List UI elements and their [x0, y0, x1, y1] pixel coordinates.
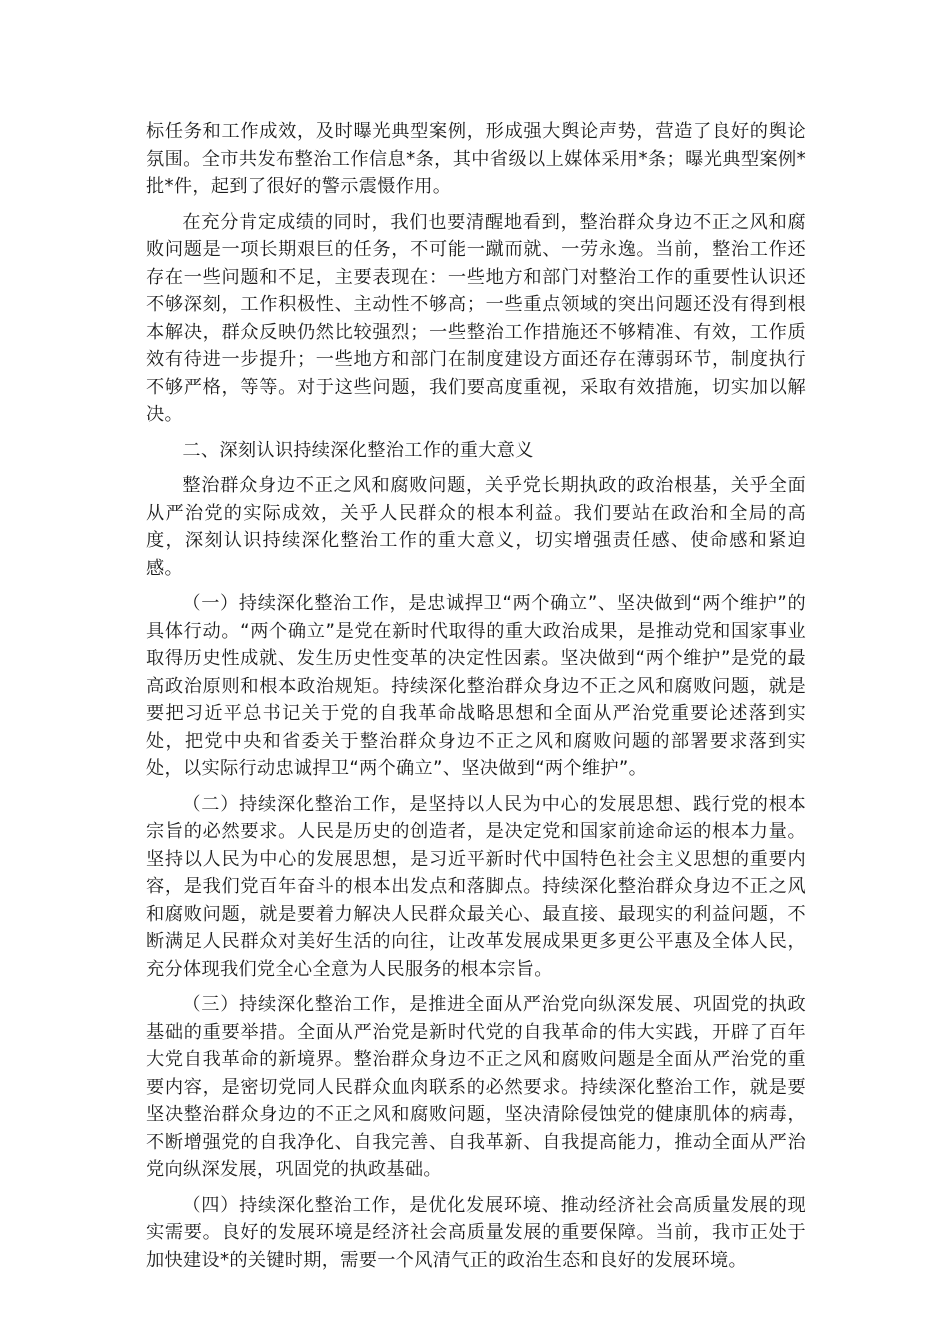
paragraph-shortcomings: 在充分肯定成绩的同时，我们也要清醒地看到，整治群众身边不正之风和腐败问题是一项长期艰巨的任务，不可能一蹴而就、一劳永逸。当前，整治工作还存在一些问题和不足，主要表现在：一些地方和部门对整治工作的重要性认识还不够深刻，工作积极性、主动性不够高；一些重点领域的突出问题还没有得到根本解决，群众反映仍然比较强烈；一些整治工作措施还不够精准、有效，工作质效有待进一步提升；一些地方和部门在制度建设方面还存在薄弱环节，制度执行不够严格，等等。对于这些问题，我们要高度重视，采取有效措施，切实加以解决。: [146, 211, 806, 425]
paragraph-point-2: （二）持续深化整治工作，是坚持以人民为中心的发展思想、践行党的根本宗旨的必然要求。人民是历史的创造者，是决定党和国家前途命运的根本力量。坚持以人民为中心的发展思想，是习近平新时代中国特色社会主义思想的重要内容，是我们党百年奋斗的根本出发点和落脚点。持续深化整治群众身边不正之风和腐败问题，就是要着力解决人民群众最关心、最直接、最现实的利益问题，不断满足人民群众对美好生活的向往，让改革发展成果更多更公平惠及全体人民，充分体现我们党全心全意为人民服务的根本宗旨。: [146, 793, 806, 980]
paragraph-point-3: （三）持续深化整治工作，是推进全面从严治党向纵深发展、巩固党的执政基础的重要举措。全面从严治党是新时代党的自我革命的伟大实践，开辟了百年大党自我革命的新境界。整治群众身边不正之风和腐败问题是全面从严治党的重要内容，是密切党同人民群众血肉联系的必然要求。持续深化整治工作，就是要坚决整治群众身边的不正之风和腐败问题，坚决清除侵蚀党的健康肌体的病毒，不断增强党的自我净化、自我完善、自我革新、自我提高能力，推动全面从严治党向纵深发展，巩固党的执政基础。: [146, 994, 806, 1180]
paragraph-intro: 整治群众身边不正之风和腐败问题，关乎党长期执政的政治根基，关乎全面从严治党的实际成效，关乎人民群众的根本利益。我们要站在政治和全局的高度，深刻认识持续深化整治工作的重大意义，切实增强责任感、使命感和紧迫感。: [146, 475, 806, 579]
paragraph-point-1: （一）持续深化整治工作，是忠诚捍卫“两个确立”、坚决做到“两个维护”的具体行动。“两个确立”是党在新时代取得的重大政治成果，是推动党和国家事业取得历史性成就、发生历史性变革的决定性因素。坚决做到“两个维护”是党的最高政治原则和根本政治规矩。持续深化整治群众身边不正之风和腐败问题，就是要把习近平总书记关于党的自我革命战略思想和全面从严治党重要论述落到实处，把党中央和省委关于整治群众身边不正之风和腐败问题的部署要求落到实处，以实际行动忠诚捍卫“两个确立”、坚决做到“两个维护”。: [146, 593, 806, 779]
section-heading: 二、深刻认识持续深化整治工作的重大意义: [182, 439, 534, 461]
paragraph-point-4: （四）持续深化整治工作，是优化发展环境、推动经济社会高质量发展的现实需要。良好的发展环境是经济社会高质量发展的重要保障。当前，我市正处于加快建设*的关键时期，需要一个风清气正的政治生态和良好的发展环境。: [146, 1194, 806, 1271]
document-page: [146, 118, 806, 1282]
paragraph-continued: 标任务和工作成效，及时曝光典型案例，形成强大舆论声势，营造了良好的舆论氛围。全市共发布整治工作信息*条，其中省级以上媒体采用*条；曝光典型案例*批*件，起到了很好的警示震慑作用。: [146, 121, 806, 197]
